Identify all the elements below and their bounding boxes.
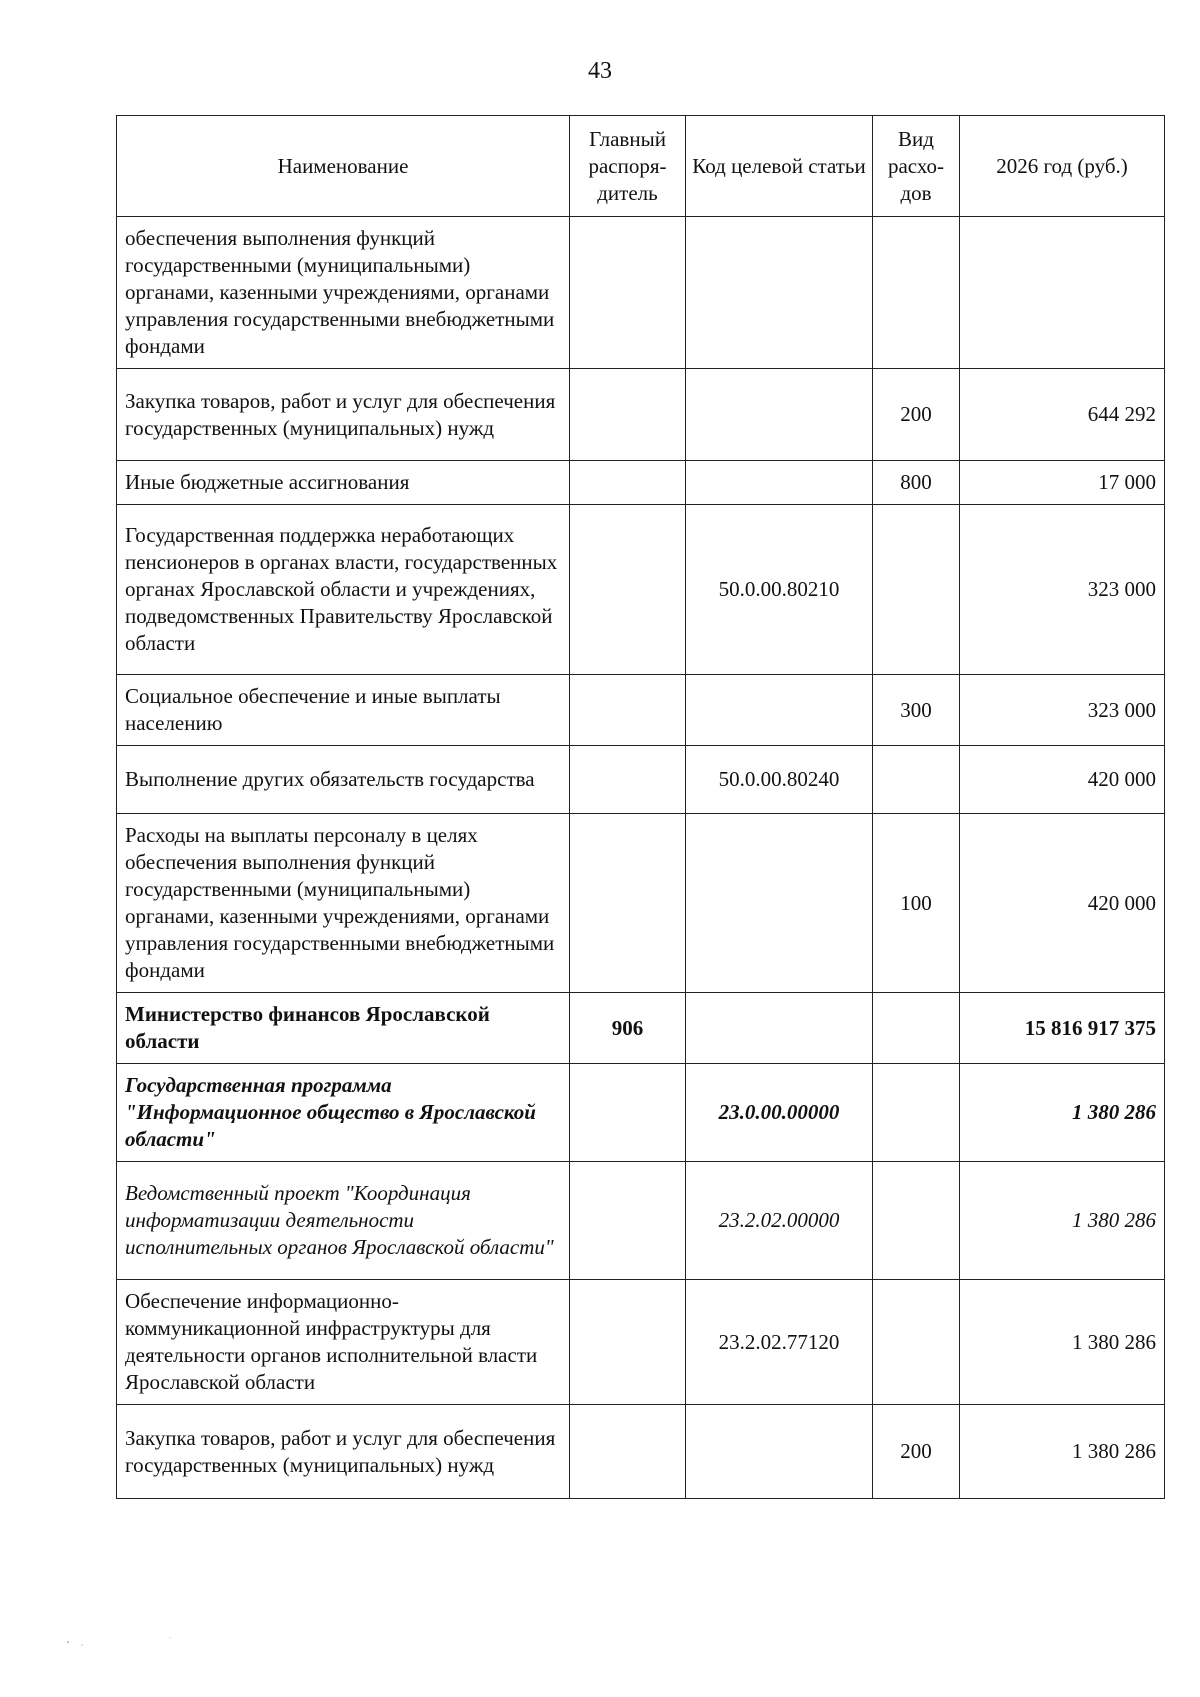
table-row (117, 369, 1165, 461)
cell-vid (873, 217, 960, 369)
cell-vid: 800 (873, 461, 960, 505)
cell-name: Министерство финансов Ярославской области (117, 993, 570, 1064)
cell-name: Расходы на выплаты персоналу в целях обеспечения выполнения функций государственными (муниципальными) органами, казенными учреждениями, органами управления государственными внебюджетными фондами (117, 814, 570, 993)
cell-code: 50.0.00.80210 (686, 505, 873, 675)
table-row (117, 461, 1165, 505)
header-glavny: Главный распоря-дитель (570, 116, 686, 217)
header-name: Наименование (117, 116, 570, 217)
cell-glavny (570, 1280, 686, 1405)
cell-glavny (570, 1064, 686, 1162)
cell-amount: 420 000 (960, 814, 1165, 993)
cell-glavny (570, 217, 686, 369)
cell-vid (873, 1064, 960, 1162)
cell-name: Государственная поддержка неработающих пенсионеров в органах власти, государственных органах Ярославской области и учреждениях, подведомственных Правительству Ярославской области (117, 505, 570, 675)
header-year: 2026 год (руб.) (960, 116, 1165, 217)
cell-name: Иные бюджетные ассигнования (117, 461, 570, 505)
cell-name: Обеспечение информационно-коммуникационной инфраструктуры для деятельности органов исполнительной власти Ярославской области (117, 1280, 570, 1405)
cell-glavny (570, 814, 686, 993)
cell-code (686, 993, 873, 1064)
cell-vid: 200 (873, 1405, 960, 1499)
budget-table (116, 115, 1165, 1499)
cell-glavny (570, 746, 686, 814)
cell-name: Выполнение других обязательств государства (117, 746, 570, 814)
table-row (117, 1064, 1165, 1162)
page-number: 43 (588, 58, 612, 84)
table-row (117, 746, 1165, 814)
table-row (117, 1405, 1165, 1499)
table-row (117, 1280, 1165, 1405)
cell-code: 23.0.00.00000 (686, 1064, 873, 1162)
header-vid: Вид расхо-дов (873, 116, 960, 217)
cell-code (686, 461, 873, 505)
cell-code: 23.2.02.00000 (686, 1162, 873, 1280)
cell-name: Государственная программа "Информационное общество в Ярославской области" (117, 1064, 570, 1162)
table-row (117, 1162, 1165, 1280)
cell-amount: 1 380 286 (960, 1280, 1165, 1405)
cell-glavny (570, 1405, 686, 1499)
cell-name: Ведомственный проект "Координация информатизации деятельности исполнительных органов Ярославской области" (117, 1162, 570, 1280)
cell-vid (873, 993, 960, 1064)
cell-code (686, 675, 873, 746)
cell-code: 23.2.02.77120 (686, 1280, 873, 1405)
table-row (117, 814, 1165, 993)
cell-amount: 323 000 (960, 675, 1165, 746)
table-row (117, 993, 1165, 1064)
header-kod: Код целевой статьи (686, 116, 873, 217)
cell-glavny (570, 675, 686, 746)
cell-glavny (570, 1162, 686, 1280)
cell-code (686, 369, 873, 461)
cell-vid: 100 (873, 814, 960, 993)
table-row (117, 675, 1165, 746)
scan-specks (60, 1630, 180, 1650)
cell-amount (960, 217, 1165, 369)
cell-amount: 17 000 (960, 461, 1165, 505)
cell-code (686, 217, 873, 369)
cell-glavny: 906 (570, 993, 686, 1064)
cell-vid (873, 1162, 960, 1280)
cell-amount: 1 380 286 (960, 1405, 1165, 1499)
table-body (117, 217, 1165, 1499)
cell-amount: 15 816 917 375 (960, 993, 1165, 1064)
cell-glavny (570, 369, 686, 461)
cell-amount: 1 380 286 (960, 1064, 1165, 1162)
cell-name: обеспечения выполнения функций государственными (муниципальными) органами, казенными учреждениями, органами управления государственными внебюджетными фондами (117, 217, 570, 369)
cell-code: 50.0.00.80240 (686, 746, 873, 814)
table-row (117, 217, 1165, 369)
table-row (117, 505, 1165, 675)
cell-amount: 644 292 (960, 369, 1165, 461)
cell-vid (873, 746, 960, 814)
cell-vid: 200 (873, 369, 960, 461)
cell-amount: 1 380 286 (960, 1162, 1165, 1280)
cell-glavny (570, 461, 686, 505)
cell-vid (873, 1280, 960, 1405)
cell-vid (873, 505, 960, 675)
cell-amount: 323 000 (960, 505, 1165, 675)
cell-code (686, 814, 873, 993)
cell-vid: 300 (873, 675, 960, 746)
cell-glavny (570, 505, 686, 675)
cell-code (686, 1405, 873, 1499)
cell-name: Социальное обеспечение и иные выплаты населению (117, 675, 570, 746)
table-header-row (117, 116, 1165, 217)
cell-amount: 420 000 (960, 746, 1165, 814)
cell-name: Закупка товаров, работ и услуг для обеспечения государственных (муниципальных) нужд (117, 1405, 570, 1499)
cell-name: Закупка товаров, работ и услуг для обеспечения государственных (муниципальных) нужд (117, 369, 570, 461)
